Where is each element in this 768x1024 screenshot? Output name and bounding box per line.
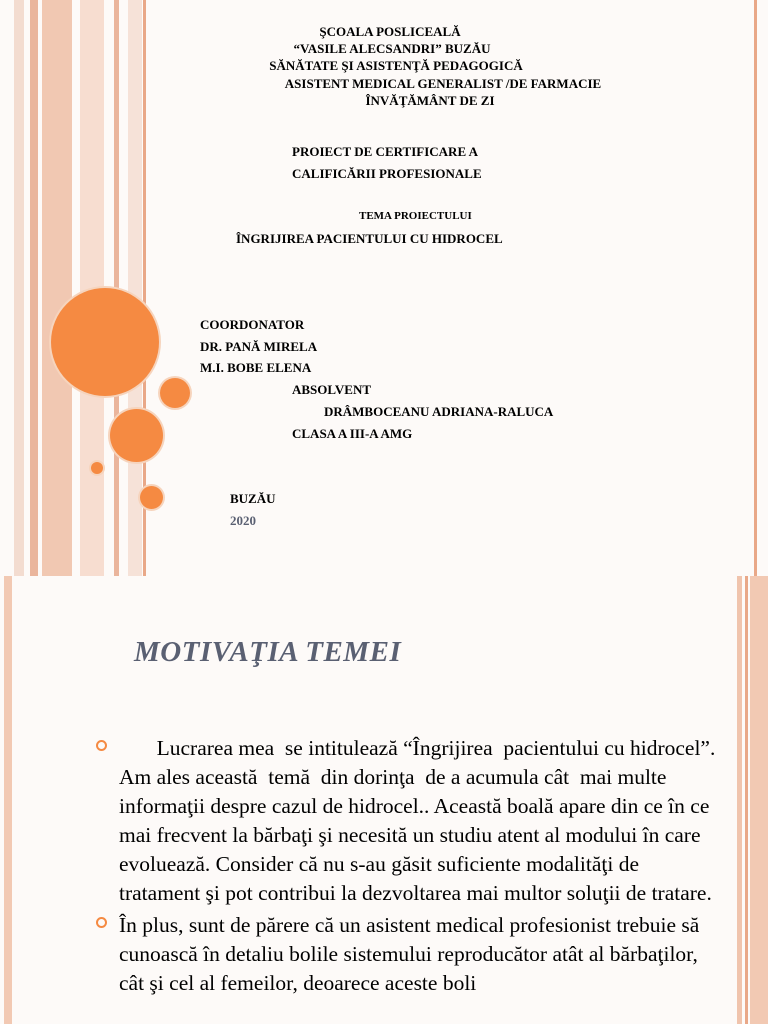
school-name-line: ŞCOALA POSLICEALĂ [319,24,461,39]
list-item [96,911,721,998]
circle-bullet-icon [96,740,107,751]
project-title-line: CALIFICĂRII PROFESIONALE [292,166,482,181]
decorative-stripe [14,0,24,576]
decorative-circle-large [51,288,159,396]
year-label: 2020 [230,513,256,528]
list-item [96,734,721,908]
bullet-list [96,734,721,1001]
coordinator-name: DR. PANĂ MIRELA [200,339,318,354]
theme-title: ÎNGRIJIREA PACIENTULUI CU HIDROCEL [236,231,503,246]
decorative-stripe [754,0,757,576]
decorative-stripe [128,0,142,576]
content-slide [0,576,768,1024]
bullet-text: În plus, sunt de părere că un asistent medical profesionist trebuie să cunoască în detaliu bolile sistemului reproducător atât al bărbaţilor, cât şi cel al femeilor, deoarece aceste boli [119,913,700,995]
school-department-line: SĂNĂTATE ŞI ASISTENŢĂ PEDAGOGICĂ [269,58,523,73]
decorative-stripe [750,576,768,1024]
decorative-stripe [737,576,742,1024]
coordinator-name: M.I. BOBE ELENA [200,360,312,375]
theme-label: TEMA PROIECTULUI [359,210,472,222]
school-name-line: “VASILE ALECSANDRI” BUZĂU [293,41,491,56]
city-label: BUZĂU [230,491,276,506]
decorative-stripe [745,576,748,1024]
decorative-stripe [4,576,12,1024]
decorative-stripe [30,0,38,576]
bullet-text: Lucrarea mea se intitulează “Îngrijirea pacientului cu hidrocel”. Am ales această temă din dorinţa de a acumula cât mai multe informaţii despre cazul de hidrocel.. Această boală apare din ce în ce mai frecvent la bărbaţi şi necesită un studiu atent al modului în care evoluează. Consider că nu s-au găsit suficiente modalităţi de tratament şi pot contribui la dezvoltarea mai multor soluţii de tratare. [119,736,720,905]
school-form-line: ÎNVĂŢĂMÂNT DE ZI [365,93,495,108]
school-specialization-line: ASISTENT MEDICAL GENERALIST /DE FARMACIE [284,76,602,91]
circle-bullet-icon [96,917,107,928]
graduate-name: DRÂMBOCEANU ADRIANA-RALUCA [324,404,554,419]
coordinator-label: COORDONATOR [200,317,305,332]
decorative-stripe [42,0,72,576]
decorative-circle-small [140,486,163,509]
decorative-circle-small [160,378,190,408]
decorative-circle-medium [110,409,163,462]
graduate-label: ABSOLVENT [292,382,371,397]
decorative-circle-tiny [91,462,103,474]
project-title-line: PROIECT DE CERTIFICARE A [292,144,479,159]
slide-title: MOTIVAŢIA TEMEI [134,636,402,668]
class-label: CLASA A III-A AMG [292,426,413,441]
